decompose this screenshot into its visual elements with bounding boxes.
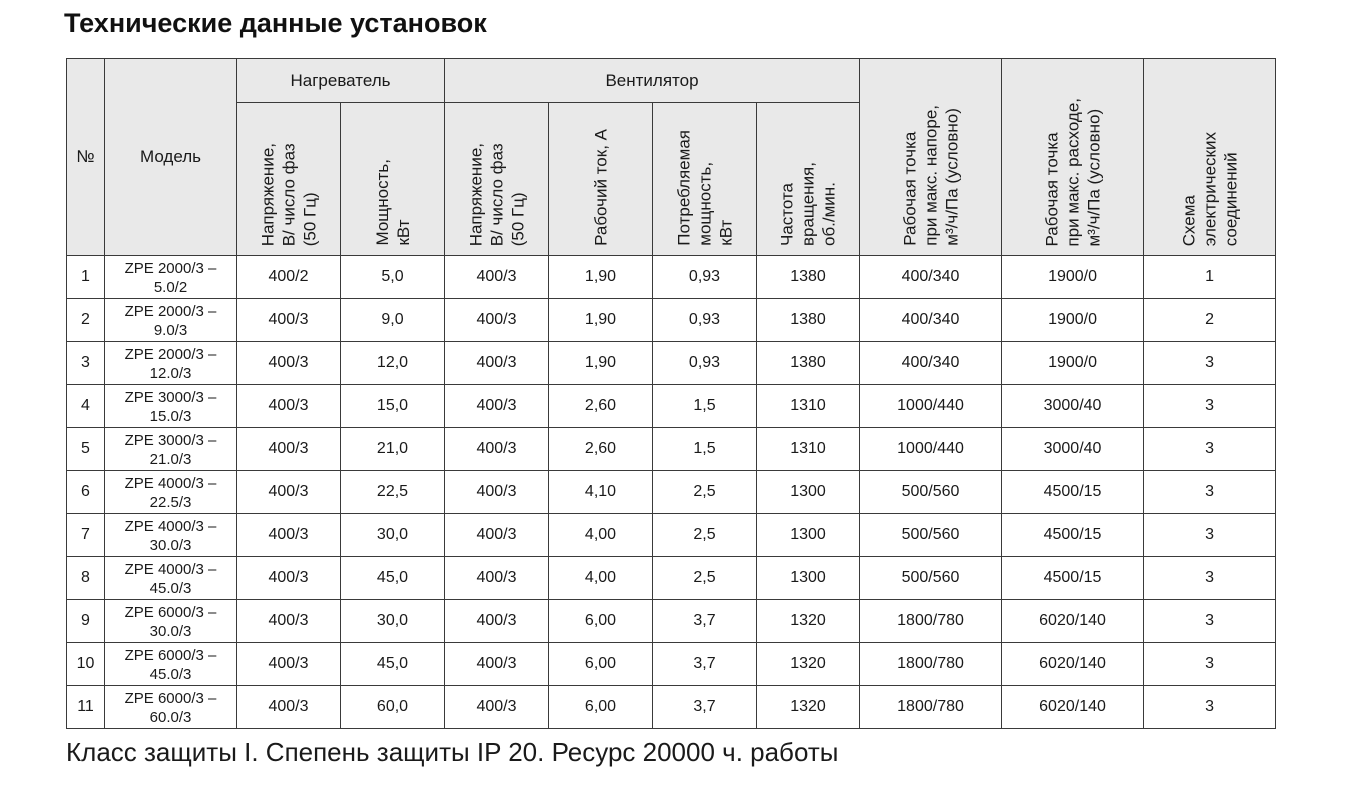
cell-wp-pressure: 400/340	[860, 299, 1002, 342]
cell-heater-voltage: 400/3	[237, 557, 341, 600]
header-work-point-flow: Рабочая точка при макс. расходе, м³/ч/Па (условно)	[1002, 59, 1144, 256]
table-row	[67, 600, 1276, 643]
cell-wp-flow: 1900/0	[1002, 256, 1144, 299]
cell-fan-voltage: 400/3	[445, 428, 549, 471]
cell-fan-current: 1,90	[549, 342, 653, 385]
cell-wp-flow: 6020/140	[1002, 600, 1144, 643]
cell-wp-pressure: 400/340	[860, 256, 1002, 299]
cell-fan-voltage: 400/3	[445, 342, 549, 385]
cell-heater-power: 22,5	[341, 471, 445, 514]
cell-wp-pressure: 1800/780	[860, 686, 1002, 729]
cell-no: 2	[67, 299, 105, 342]
cell-fan-power: 0,93	[653, 299, 757, 342]
cell-model: ZPE 2000/3 – 5.0/2	[105, 256, 237, 299]
cell-fan-power: 3,7	[653, 686, 757, 729]
cell-model: ZPE 6000/3 – 60.0/3	[105, 686, 237, 729]
cell-fan-power: 2,5	[653, 557, 757, 600]
cell-fan-power: 3,7	[653, 600, 757, 643]
cell-model: ZPE 4000/3 – 22.5/3	[105, 471, 237, 514]
cell-fan-power: 3,7	[653, 643, 757, 686]
cell-scheme: 3	[1144, 557, 1276, 600]
header-work-point-pressure: Рабочая точка при макс. напоре, м³/ч/Па (условно)	[860, 59, 1002, 256]
cell-fan-speed: 1310	[757, 385, 860, 428]
cell-heater-voltage: 400/3	[237, 471, 341, 514]
cell-wp-flow: 1900/0	[1002, 342, 1144, 385]
cell-heater-power: 5,0	[341, 256, 445, 299]
cell-heater-voltage: 400/3	[237, 643, 341, 686]
header-heater-power: Мощность, кВт	[341, 103, 445, 256]
cell-wp-pressure: 1000/440	[860, 428, 1002, 471]
page-title: Технические данные установок	[64, 8, 487, 38]
cell-model: ZPE 2000/3 – 9.0/3	[105, 299, 237, 342]
cell-fan-current: 4,00	[549, 557, 653, 600]
cell-wp-pressure: 1000/440	[860, 385, 1002, 428]
header-fan-current: Рабочий ток, А	[549, 103, 653, 256]
cell-fan-voltage: 400/3	[445, 557, 549, 600]
cell-heater-power: 30,0	[341, 514, 445, 557]
cell-scheme: 3	[1144, 428, 1276, 471]
cell-fan-voltage: 400/3	[445, 385, 549, 428]
cell-no: 4	[67, 385, 105, 428]
table-row	[67, 385, 1276, 428]
header-wiring-scheme: Схема электрических соединений	[1144, 59, 1276, 256]
header-fan-power: Потребляемая мощность, кВт	[653, 103, 757, 256]
header-heater-group: Нагреватель	[237, 59, 445, 103]
cell-model: ZPE 6000/3 – 30.0/3	[105, 600, 237, 643]
header-model: Модель	[105, 59, 237, 256]
header-heater-voltage: Напряжение, В/ число фаз (50 Гц)	[237, 103, 341, 256]
cell-no: 1	[67, 256, 105, 299]
cell-wp-flow: 3000/40	[1002, 385, 1144, 428]
cell-fan-speed: 1300	[757, 471, 860, 514]
table-row	[67, 686, 1276, 729]
cell-wp-flow: 4500/15	[1002, 471, 1144, 514]
cell-heater-power: 45,0	[341, 643, 445, 686]
table-row	[67, 514, 1276, 557]
cell-fan-speed: 1380	[757, 299, 860, 342]
cell-wp-flow: 4500/15	[1002, 514, 1144, 557]
cell-fan-power: 1,5	[653, 385, 757, 428]
cell-scheme: 3	[1144, 686, 1276, 729]
cell-model: ZPE 2000/3 – 12.0/3	[105, 342, 237, 385]
cell-scheme: 3	[1144, 342, 1276, 385]
table-row	[67, 428, 1276, 471]
cell-fan-speed: 1380	[757, 342, 860, 385]
cell-fan-speed: 1320	[757, 600, 860, 643]
cell-fan-current: 1,90	[549, 299, 653, 342]
cell-fan-speed: 1300	[757, 557, 860, 600]
cell-heater-voltage: 400/3	[237, 428, 341, 471]
cell-no: 8	[67, 557, 105, 600]
cell-heater-voltage: 400/2	[237, 256, 341, 299]
cell-no: 10	[67, 643, 105, 686]
cell-wp-pressure: 500/560	[860, 471, 1002, 514]
cell-fan-voltage: 400/3	[445, 600, 549, 643]
cell-heater-power: 45,0	[341, 557, 445, 600]
cell-fan-current: 2,60	[549, 385, 653, 428]
cell-heater-voltage: 400/3	[237, 299, 341, 342]
table-body	[67, 256, 1276, 729]
cell-heater-power: 60,0	[341, 686, 445, 729]
cell-fan-current: 6,00	[549, 643, 653, 686]
cell-fan-speed: 1320	[757, 643, 860, 686]
header-no: №	[67, 59, 105, 256]
table-row	[67, 557, 1276, 600]
cell-fan-current: 2,60	[549, 428, 653, 471]
cell-heater-voltage: 400/3	[237, 514, 341, 557]
cell-model: ZPE 6000/3 – 45.0/3	[105, 643, 237, 686]
cell-wp-pressure: 1800/780	[860, 600, 1002, 643]
cell-fan-current: 1,90	[549, 256, 653, 299]
cell-heater-voltage: 400/3	[237, 385, 341, 428]
table-row	[67, 256, 1276, 299]
cell-scheme: 1	[1144, 256, 1276, 299]
cell-heater-voltage: 400/3	[237, 342, 341, 385]
cell-scheme: 3	[1144, 600, 1276, 643]
cell-fan-current: 6,00	[549, 600, 653, 643]
cell-model: ZPE 3000/3 – 21.0/3	[105, 428, 237, 471]
table-row	[67, 342, 1276, 385]
cell-model: ZPE 4000/3 – 30.0/3	[105, 514, 237, 557]
cell-fan-speed: 1380	[757, 256, 860, 299]
cell-fan-power: 2,5	[653, 514, 757, 557]
cell-no: 6	[67, 471, 105, 514]
table-row	[67, 471, 1276, 514]
cell-heater-power: 9,0	[341, 299, 445, 342]
cell-wp-pressure: 1800/780	[860, 643, 1002, 686]
cell-fan-power: 0,93	[653, 256, 757, 299]
cell-heater-power: 30,0	[341, 600, 445, 643]
header-fan-voltage: Напряжение, В/ число фаз (50 Гц)	[445, 103, 549, 256]
cell-fan-current: 4,10	[549, 471, 653, 514]
cell-fan-voltage: 400/3	[445, 299, 549, 342]
cell-no: 3	[67, 342, 105, 385]
cell-scheme: 3	[1144, 643, 1276, 686]
cell-fan-speed: 1300	[757, 514, 860, 557]
cell-fan-speed: 1310	[757, 428, 860, 471]
cell-fan-current: 6,00	[549, 686, 653, 729]
cell-heater-voltage: 400/3	[237, 686, 341, 729]
cell-heater-voltage: 400/3	[237, 600, 341, 643]
cell-heater-power: 15,0	[341, 385, 445, 428]
cell-scheme: 2	[1144, 299, 1276, 342]
technical-data-table	[66, 58, 1276, 729]
cell-no: 5	[67, 428, 105, 471]
cell-scheme: 3	[1144, 471, 1276, 514]
cell-wp-flow: 6020/140	[1002, 686, 1144, 729]
cell-no: 11	[67, 686, 105, 729]
cell-fan-current: 4,00	[549, 514, 653, 557]
cell-wp-flow: 3000/40	[1002, 428, 1144, 471]
cell-wp-pressure: 500/560	[860, 514, 1002, 557]
table-row	[67, 643, 1276, 686]
cell-heater-power: 21,0	[341, 428, 445, 471]
table-row	[67, 299, 1276, 342]
cell-wp-pressure: 400/340	[860, 342, 1002, 385]
cell-wp-flow: 6020/140	[1002, 643, 1144, 686]
cell-heater-power: 12,0	[341, 342, 445, 385]
cell-model: ZPE 3000/3 – 15.0/3	[105, 385, 237, 428]
cell-fan-voltage: 400/3	[445, 686, 549, 729]
cell-fan-voltage: 400/3	[445, 471, 549, 514]
cell-scheme: 3	[1144, 514, 1276, 557]
cell-fan-voltage: 400/3	[445, 514, 549, 557]
cell-fan-power: 2,5	[653, 471, 757, 514]
cell-wp-flow: 4500/15	[1002, 557, 1144, 600]
cell-wp-pressure: 500/560	[860, 557, 1002, 600]
cell-fan-voltage: 400/3	[445, 643, 549, 686]
cell-no: 9	[67, 600, 105, 643]
cell-scheme: 3	[1144, 385, 1276, 428]
footer-note: Класс защиты I. Спепень защиты IP 20. Ресурс 20000 ч. работы	[66, 737, 839, 767]
header-fan-speed: Частота вращения, об./мин.	[757, 103, 860, 256]
cell-wp-flow: 1900/0	[1002, 299, 1144, 342]
cell-fan-power: 1,5	[653, 428, 757, 471]
cell-fan-speed: 1320	[757, 686, 860, 729]
cell-no: 7	[67, 514, 105, 557]
cell-model: ZPE 4000/3 – 45.0/3	[105, 557, 237, 600]
cell-fan-power: 0,93	[653, 342, 757, 385]
cell-fan-voltage: 400/3	[445, 256, 549, 299]
header-fan-group: Вентилятор	[445, 59, 860, 103]
